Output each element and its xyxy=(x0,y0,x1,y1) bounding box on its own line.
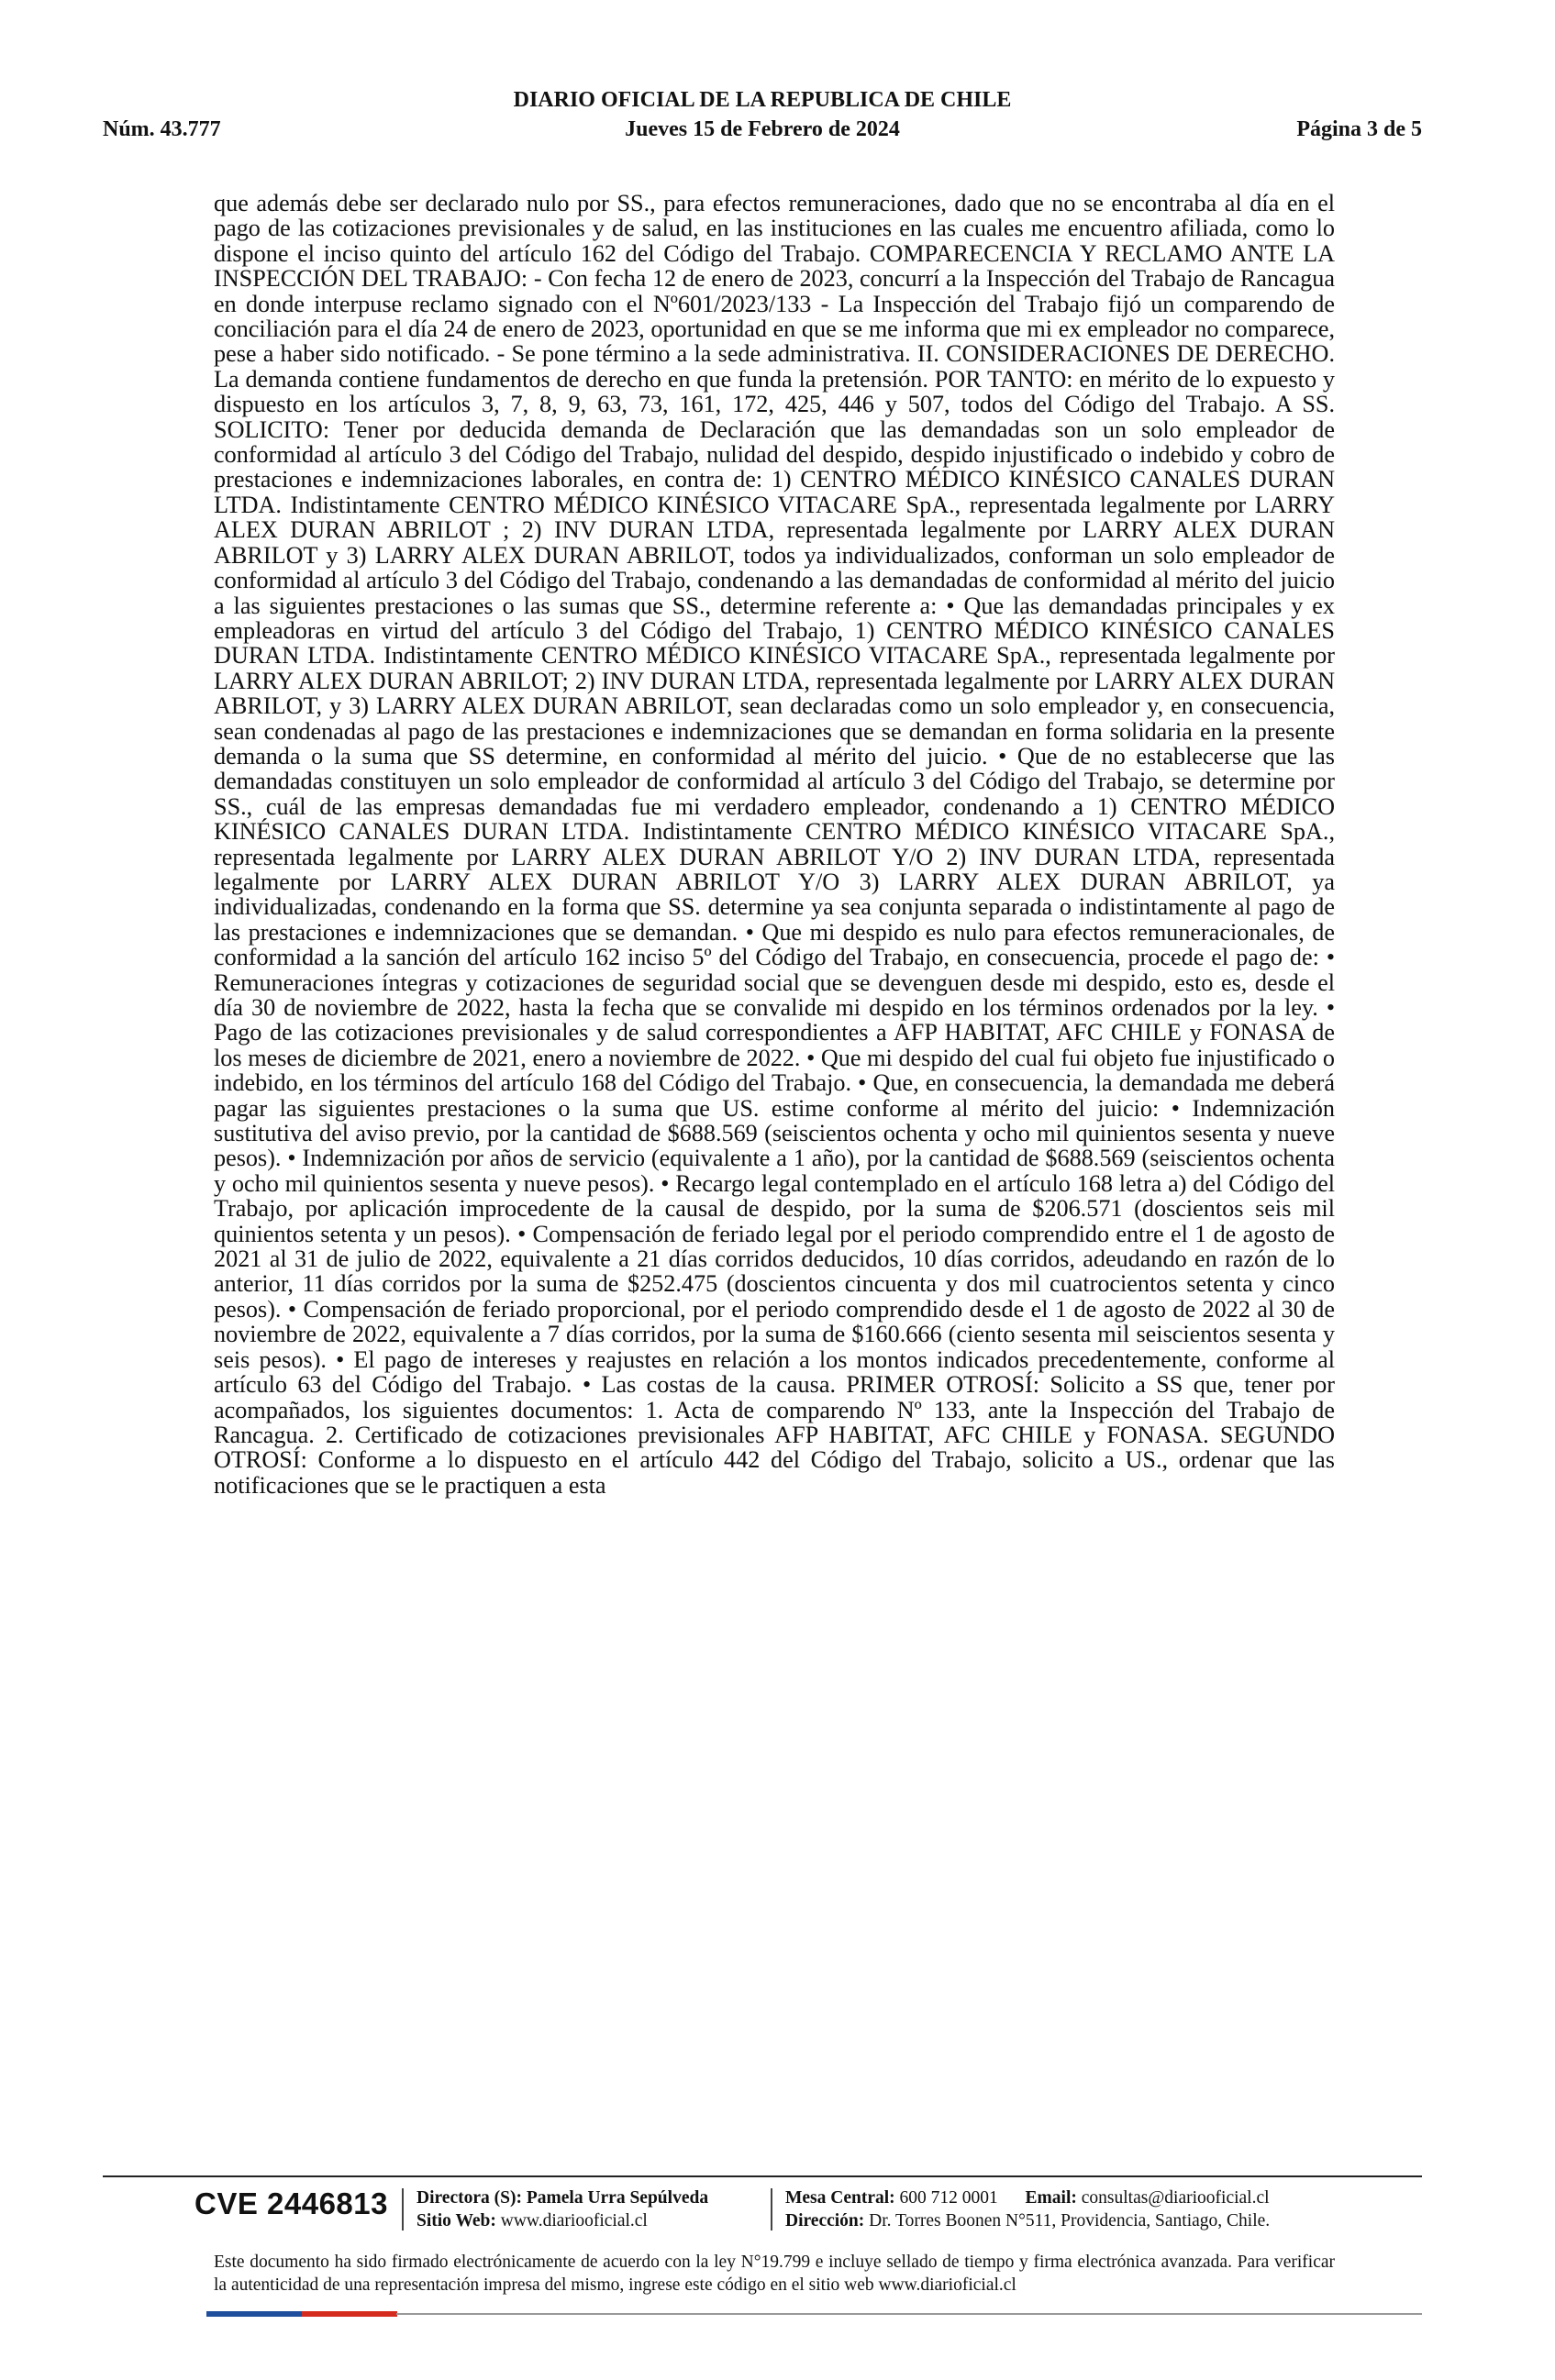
publication-date: Jueves 15 de Febrero de 2024 xyxy=(625,117,900,141)
email-label: Email: xyxy=(1025,2188,1077,2208)
email-link[interactable]: consultas@diariooficial.cl xyxy=(1081,2188,1270,2208)
website-link[interactable]: www.diariooficial.cl xyxy=(500,2211,648,2231)
flag-stripe-blue xyxy=(206,2311,302,2317)
footer-director xyxy=(417,2186,708,2209)
footer-divider xyxy=(103,2175,1422,2177)
cve-code: CVE 2446813 xyxy=(194,2186,388,2220)
publication-title: DIARIO OFICIAL DE LA REPUBLICA DE CHILE xyxy=(513,88,1012,112)
footer-bottom-line xyxy=(396,2313,1422,2315)
footer-address xyxy=(785,2209,1270,2232)
director-name: Pamela Urra Sepúlveda xyxy=(526,2188,709,2208)
address-label: Dirección: xyxy=(785,2211,865,2231)
central-label: Mesa Central: xyxy=(785,2188,895,2208)
document-body-text: que además debe ser declarado nulo por SS., para efectos remuneraciones, dado que no se encontraba al día en el pago de las cotizaciones previsionales y de salud, en las instituciones en las cuales me encuentro afiliada, como lo dispone el inciso quinto del artículo 162 del Código del Trabajo. COMPARECENCIA Y RECLAMO ANTE LA INSPECCIÓN DEL TRABAJO: - Con fecha 12 de enero de 2023, concurrí a la Inspección del Trabajo de Rancagua en donde interpuse reclamo signado con el Nº601/2023/133 - La Inspección del Trabajo fijó un comparendo de conciliación para el día 24 de enero de 2023, oportunidad en que se me informa que mi ex empleador no comparece, pese a haber sido notificado. - Se pone término a la sede administrativa. II. CONSIDERACIONES DE DERECHO. La demanda contiene fundamentos de derecho en que funda la pretensión. POR TANTO: en mérito de lo expuesto y dispuesto en los artículos 3, 7, 8, 9, 63, 73, 161, 172, 425, 446 y 507, todos del Código del Trabajo. A SS. SOLICITO: Tener por deducida demanda de Declaración que las demandadas son un solo empleador de conformidad al artículo 3 del Código del Trabajo, nulidad del despido, despido injustificado o indebido y cobro de prestaciones e indemnizaciones laborales, en contra de: 1) CENTRO MÉDICO KINÉSICO CANALES DURAN LTDA. Indistintamente CENTRO MÉDICO KINÉSICO VITACARE SpA., representada legalmente por LARRY ALEX DURAN ABRILOT ; 2) INV DURAN LTDA, representada legalmente por LARRY ALEX DURAN ABRILOT y 3) LARRY ALEX DURAN ABRILOT, todos ya individualizados, conforman un solo empleador de conformidad al artículo 3 del Código del Trabajo, condenando a las demandadas de conformidad al mérito del juicio a las siguientes prestaciones o las sumas que SS., determine referente a: • Que las demandadas principales y ex empleadoras en virtud del artículo 3 del Código del Trabajo, 1) CENTRO MÉDICO KINÉSICO CANALES DURAN LTDA. Indistintamente CENTRO MÉDICO KINÉSICO VITACARE SpA., representada legalmente por LARRY ALEX DURAN ABRILOT; 2) INV DURAN LTDA, representada legalmente por LARRY ALEX DURAN ABRILOT, y 3) LARRY ALEX DURAN ABRILOT, sean declaradas como un solo empleador y, en consecuencia, sean condenadas al pago de las prestaciones e indemnizaciones que se demandan en forma solidaria en la presente demanda o la suma que SS determine, en conformidad al mérito del juicio. • Que de no establecerse que las demandadas constituyen un solo empleador de conformidad al artículo 3 del Código del Trabajo, se determine por SS., cuál de las empresas demandadas fue mi verdadero empleador, condenando a 1) CENTRO MÉDICO KINÉSICO CANALES DURAN LTDA. Indistintamente CENTRO MÉDICO KINÉSICO VITACARE SpA., representada legalmente por LARRY ALEX DURAN ABRILOT Y/O 2) INV DURAN LTDA, representada legalmente por LARRY ALEX DURAN ABRILOT Y/O 3) LARRY ALEX DURAN ABRILOT, ya individualizadas, condenando en la forma que SS. determine ya sea conjunta separada o indistintamente al pago de las prestaciones e indemnizaciones que se demandan. • Que mi despido es nulo para efectos remuneracionales, de conformidad a la sanción del artículo 162 inciso 5º del Código del Trabajo, en consecuencia, procede el pago de: • Remuneraciones íntegras y cotizaciones de seguridad social que se devenguen desde mi despido, esto es, desde el día 30 de noviembre de 2022, hasta la fecha que se convalide mi despido en los términos ordenados por la ley. • Pago de las cotizaciones previsionales y de salud correspondientes a AFP HABITAT, AFC CHILE y FONASA de los meses de diciembre de 2021, enero a noviembre de 2022. • Que mi despido del cual fui objeto fue injustificado o indebido, en los términos del artículo 168 del Código del Trabajo. • Que, en consecuencia, la demandada me deberá pagar las siguientes prestaciones o la suma que US. estime conforme al mérito del juicio: • Indemnización sustitutiva del aviso previo, por la cantidad de $688.569 (seiscientos ochenta y ocho mil quinientos sesenta y nueve pesos). • Indemnización por años de servicio (equivalente a 1 año), por la cantidad de $688.569 (seiscientos ochenta y ocho mil quinientos sesenta y nueve pesos). • Recargo legal contemplado en el artículo 168 letra a) del Código del Trabajo, por aplicación improcedente de la causal de despido, por la suma de $206.571 (doscientos seis mil quinientos setenta y un pesos). • Compensación de feriado legal por el periodo comprendido entre el 1 de agosto de 2021 al 31 de julio de 2022, equivalente a 21 días corridos deducidos, 10 días corridos, adeudando en razón de lo anterior, 11 días corridos por la suma de $252.475 (doscientos cincuenta y dos mil cuatrocientos setenta y cinco pesos). • Compensación de feriado proporcional, por el periodo comprendido desde el 1 de agosto de 2022 al 30 de noviembre de 2022, equivalente a 7 días corridos, por la suma de $160.666 (ciento sesenta mil seiscientos sesenta y seis pesos). • El pago de intereses y reajustes en relación a los montos indicados precedentemente, conforme al artículo 63 del Código del Trabajo. • Las costas de la causa. PRIMER OTROSÍ: Solicito a SS que, tener por acompañados, los siguientes documentos: 1. Acta de comparendo Nº 133, ante la Inspección del Trabajo de Rancagua. 2. Certificado de cotizaciones previsionales AFP HABITAT, AFC CHILE y FONASA. SEGUNDO OTROSÍ: Conforme a lo dispuesto en el artículo 442 del Código del Trabajo, solicito a US., ordenar que las notificaciones que se le practiquen a esta xyxy=(214,190,1335,1499)
director-label: Directora (S): xyxy=(417,2188,522,2208)
flag-stripe-red xyxy=(302,2311,397,2317)
central-phone: 600 712 0001 xyxy=(899,2188,998,2208)
website-label: Sitio Web: xyxy=(417,2211,496,2231)
issue-number: Núm. 43.777 xyxy=(103,117,221,141)
page-header xyxy=(103,88,1422,147)
footer-separator-left xyxy=(402,2188,404,2231)
footer-phone-email xyxy=(785,2186,1270,2209)
footer-separator-right xyxy=(771,2188,772,2231)
footer-website xyxy=(417,2209,648,2232)
signature-disclaimer: Este documento ha sido firmado electrónicamente de acuerdo con la ley N°19.799 e incluye sellado de tiempo y firma electrónica avanzada. Para verificar la autenticidad de una representación impresa del mismo, ingrese este código en el sitio web www.diarioficial.cl xyxy=(214,2253,1335,2295)
address-value: Dr. Torres Boonen N°511, Providencia, Santiago, Chile. xyxy=(869,2211,1271,2231)
page-number: Página 3 de 5 xyxy=(1296,117,1422,141)
